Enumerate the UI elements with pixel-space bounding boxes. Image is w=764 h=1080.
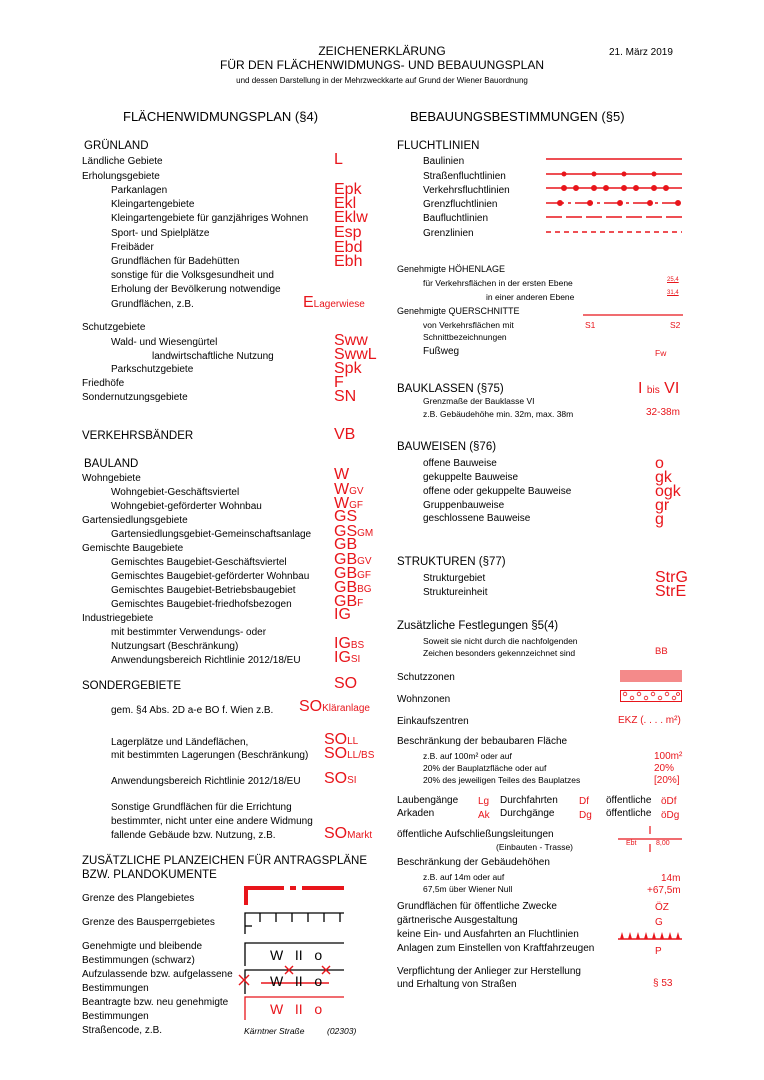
code: SOLL/BS (324, 745, 375, 762)
heading-zusaetzliche-festlegungen: Zusätzliche Festlegungen §5(4) (397, 620, 559, 632)
text: keine Ein- und Ausfahrten an Fluchtlinien (397, 929, 579, 940)
header-subtitle: und dessen Darstellung in der Mehrzweckkarte auf Grund der Wiener Bauordnung (236, 76, 528, 85)
text: für Verkehrsflächen in der ersten Ebene (423, 278, 573, 288)
heading-bauland: BAULAND (84, 458, 139, 470)
code: Sww (334, 332, 368, 349)
code: EKZ (. . . . m²) (618, 715, 681, 726)
code: o (655, 455, 664, 472)
text: Lagerplätze und Ländeflächen, (111, 737, 249, 748)
code: Eklw (334, 209, 368, 226)
text: öffentliche (606, 808, 652, 819)
code: öDg (661, 810, 680, 821)
code: ÖZ (655, 902, 669, 913)
text: sonstige für die Volksgesundheit und (111, 270, 274, 281)
text: Durchfahrten (500, 795, 558, 806)
text: Beantragte bzw. neu genehmigte (82, 997, 229, 1008)
code: SO (334, 675, 358, 692)
text: 67,5m über Wiener Null (423, 884, 513, 894)
heading-bauweisen: BAUWEISEN (§76) (397, 441, 497, 453)
right-title: BEBAUUNGSBESTIMMUNGEN (§5) (410, 109, 625, 124)
text: Sport- und Spielplätze (111, 228, 210, 239)
text: Erholungsgebiete (82, 171, 160, 182)
text: Durchgänge (500, 808, 555, 819)
text: z.B. Gebäudehöhe min. 32m, max. 38m (423, 409, 574, 419)
text: Gemischtes Baugebiet-friedhofsbezogen (111, 599, 292, 610)
text: Wohngebiet-Geschäftsviertel (111, 487, 240, 498)
wiio-black: W II o (270, 947, 323, 963)
code: § 53 (653, 978, 673, 989)
text: z.B. auf 100m² oder auf (423, 751, 512, 761)
heading-verkehrsbaender: VERKEHRSBÄNDER (82, 430, 194, 442)
text: Kleingartengebiete (111, 199, 195, 210)
text: Gemischtes Baugebiet-Geschäftsviertel (111, 557, 287, 568)
einbauten-symbol (618, 826, 682, 852)
text: 20% der Bauplatzfläche oder auf (423, 763, 547, 773)
code: SN (334, 388, 357, 405)
text: 20% des jeweiligen Teiles des Bauplatzes (423, 775, 581, 785)
text: Freibäder (111, 242, 154, 253)
text: Erholung der Bevölkerung notwendige (111, 284, 281, 295)
code: SOMarkt (324, 825, 373, 842)
text: Fußweg (423, 346, 460, 357)
text: Gartensiedlungsgebiete (82, 515, 188, 526)
text: Wohngebiete (82, 473, 141, 484)
code: Ebh (334, 253, 363, 270)
text: landwirtschaftliche Nutzung (152, 351, 274, 362)
code: G (655, 917, 663, 928)
code: ELagerwiese (303, 294, 365, 311)
code: GS (334, 508, 358, 525)
code: Esp (334, 224, 362, 241)
heading-strukturen: STRUKTUREN (§77) (397, 556, 506, 568)
code: Ebd (334, 239, 363, 256)
text: Ländliche Gebiete (82, 156, 163, 167)
bauklasse-code: I bis VI (638, 380, 680, 397)
text: Sonstige Grundflächen für die Errichtung (111, 802, 292, 813)
text: Beschränkung der bebaubaren Fläche (397, 736, 568, 747)
left-title: FLÄCHENWIDMUNGSPLAN (§4) (123, 109, 319, 124)
text: Anwendungsbereich Richtlinie 2012/18/EU (111, 655, 301, 666)
s1-label: S1 (585, 320, 596, 330)
text: Schutzzonen (397, 672, 455, 683)
code: Dg (579, 810, 592, 821)
text: geschlossene Bauweise (423, 513, 531, 524)
text: Industriegebiete (82, 613, 154, 624)
street-code: (02303) (327, 1026, 357, 1036)
heading-fluchtlinien: FLUCHTLINIEN (397, 140, 480, 152)
text: offene oder gekuppelte Bauweise (423, 486, 572, 497)
street-name: Kärntner Straße (244, 1026, 305, 1036)
text: Grundflächen für öffentliche Zwecke (397, 901, 557, 912)
code: Df (579, 796, 589, 807)
code: 32-38m (646, 407, 680, 418)
text: Gemischtes Baugebiet-geförderter Wohnbau (111, 571, 310, 582)
code: g (655, 511, 664, 528)
text: mit bestimmter Verwendungs- oder (111, 627, 267, 638)
text: Wald- und Wiesengürtel (111, 337, 218, 348)
code: L (334, 151, 343, 168)
code: +67,5m (647, 885, 681, 896)
text: Gemischtes Baugebiet-Betriebsbaugebiet (111, 585, 296, 596)
text: Nutzungsart (Beschränkung) (111, 641, 239, 652)
code: GBGF (334, 565, 372, 582)
text: Straßenfluchtlinien (423, 171, 506, 182)
text: Grenze des Bausperrgebietes (82, 917, 215, 928)
text: Bestimmungen (schwarz) (82, 955, 195, 966)
plangebiet-grenze-symbol (244, 885, 344, 905)
code: GSGM (334, 523, 374, 540)
code: GBGV (334, 551, 372, 568)
ebt-value: 8,00 (656, 840, 670, 847)
wohnzone-swatch (620, 690, 682, 702)
text: Anlagen zum Einstellen von Kraftfahrzeugen (397, 943, 595, 954)
code: 100m² (654, 751, 683, 762)
text: Grenzfluchtlinien (423, 199, 498, 210)
code: W (334, 466, 350, 483)
text: Grenzmaße der Bauklasse VI (423, 396, 535, 406)
text: (Einbauten - Trasse) (496, 842, 574, 852)
code: P (655, 946, 662, 957)
heading-plandokumente: BZW. PLANDOKUMENTE (82, 869, 217, 881)
text: Gartensiedlungsgebiet-Gemeinschaftsanlage (111, 529, 312, 540)
text: Bestimmungen (82, 983, 149, 994)
ebt-label: Ebt (626, 840, 637, 847)
code: Ak (478, 810, 490, 821)
bausperre-grenze-symbol (244, 912, 344, 934)
fussweg-code: Fw (655, 348, 667, 358)
text: Aufzulassende bzw. aufgelassene (82, 969, 233, 980)
header-date: 21. März 2019 (609, 47, 673, 58)
code: VB (334, 426, 356, 443)
text: Gemischte Baugebiete (82, 543, 184, 554)
text: Grenzlinien (423, 228, 474, 239)
text: Baufluchtlinien (423, 213, 489, 224)
heading-querschnitte: Genehmigte QUERSCHNITTE (397, 306, 520, 316)
code: StrE (655, 583, 687, 600)
code: F (334, 374, 344, 391)
text: Verpflichtung der Anlieger zur Herstellung (397, 966, 581, 977)
heading-sondergebiete: SONDERGEBIETE (82, 680, 182, 692)
schutzzone-swatch (620, 670, 682, 682)
text: öffentliche (606, 795, 652, 806)
text: Anwendungsbereich Richtlinie 2012/18/EU (111, 776, 301, 787)
wiio-red: W II o (270, 1001, 323, 1017)
code: GBBG (334, 579, 372, 596)
heading-bauklassen: BAUKLASSEN (§75) (397, 383, 504, 395)
text: Wohngebiet-geförderter Wohnbau (111, 501, 262, 512)
heading-hoehenlage: Genehmigte HÖHENLAGE (397, 264, 506, 274)
code: BB (655, 646, 668, 657)
s2-label: S2 (670, 320, 681, 330)
text: Kleingartengebiete für ganzjähriges Wohnen (111, 213, 309, 224)
code: [20%] (654, 775, 680, 786)
code: StrG (655, 569, 688, 586)
text: Arkaden (397, 808, 435, 819)
code: Ekl (334, 195, 357, 212)
text: Parkanlagen (111, 185, 168, 196)
code: Spk (334, 360, 362, 377)
text: Genehmigte und bleibende (82, 941, 203, 952)
code: WGF (334, 495, 363, 512)
text: Parkschutzgebiete (111, 364, 194, 375)
text: und Erhaltung von Straßen (397, 979, 517, 990)
querschnitt-symbol (583, 314, 683, 318)
text: Schnittbezeichnungen (423, 332, 507, 342)
text: Soweit sie nicht durch die nachfolgenden (423, 636, 578, 646)
code: SOSI (324, 770, 357, 787)
text: Schutzgebiete (82, 322, 146, 333)
code: Epk (334, 181, 362, 198)
code: SOLL (324, 731, 359, 748)
wiio-struck: W II o (270, 973, 323, 989)
fluchtlinien-symbols (546, 155, 682, 235)
text: Zeichen besonders gekennzeichnet sind (423, 648, 576, 658)
code: SOKläranlage (299, 698, 370, 715)
code: gk (655, 469, 672, 486)
text: gekuppelte Bauweise (423, 472, 519, 483)
text: Beschränkung der Gebäudehöhen (397, 857, 550, 868)
text: fallende Gebäude bzw. Nutzung, z.B. (111, 830, 276, 841)
text: mit bestimmten Lagerungen (Beschränkung) (111, 750, 309, 761)
text: z.B. auf 14m oder auf (423, 872, 505, 882)
text: Bestimmungen (82, 1011, 149, 1022)
header-title-1: ZEICHENERKLÄRUNG (318, 44, 446, 58)
text: Verkehrsfluchtlinien (423, 185, 510, 196)
text: Grenze des Plangebietes (82, 893, 195, 904)
text: in einer anderen Ebene (486, 292, 575, 302)
text: Strukturgebiet (423, 573, 486, 584)
hoehe-1: 25,4 (667, 277, 679, 283)
code: WGV (334, 481, 364, 498)
code: GBF (334, 593, 364, 610)
text: Grundflächen, z.B. (111, 299, 194, 310)
text: Struktureinheit (423, 587, 488, 598)
code: ogk (655, 483, 681, 500)
code: 14m (661, 873, 681, 884)
text: Sondernutzungsgebiete (82, 392, 188, 403)
text: Straßencode, z.B. (82, 1025, 163, 1036)
header-title-2: FÜR DEN FLÄCHENWIDMUNGS- UND BEBAUUNGSPLAN (219, 58, 545, 72)
code: SwwL (334, 346, 377, 363)
hoehe-2: 31,4 (667, 290, 679, 296)
heading-planzeichen: ZUSÄTZLICHE PLANZEICHEN FÜR ANTRAGSPLÄNE (82, 855, 367, 867)
code: IGBS (334, 635, 365, 652)
heading-gruenland: GRÜNLAND (84, 140, 149, 152)
text: gem. §4 Abs. 2D a-e BO f. Wien z.B. (111, 705, 274, 716)
text: Gruppenbauweise (423, 500, 505, 511)
code: Lg (478, 796, 490, 807)
code: öDf (661, 796, 677, 807)
code: IG (334, 606, 351, 623)
text: bestimmter, nicht unter eine andere Widmung (111, 816, 313, 827)
text: gärtnerische Ausgestaltung (397, 915, 518, 926)
text: Friedhöfe (82, 378, 125, 389)
text: Wohnzonen (397, 694, 451, 705)
text: Grundflächen für Badehütten (111, 256, 240, 267)
text: Einkaufszentren (397, 716, 469, 727)
code: GB (334, 536, 358, 553)
code: gr (655, 497, 670, 514)
text: Laubengänge (397, 795, 459, 806)
keine-ausfahrten-symbol (618, 928, 682, 940)
text: Baulinien (423, 156, 465, 167)
code: IGSI (334, 649, 361, 666)
text: offene Bauweise (423, 458, 497, 469)
text: öffentliche Aufschließungsleitungen (397, 829, 554, 840)
code: 20% (654, 763, 675, 774)
text: von Verkehrsflächen mit (423, 320, 514, 330)
